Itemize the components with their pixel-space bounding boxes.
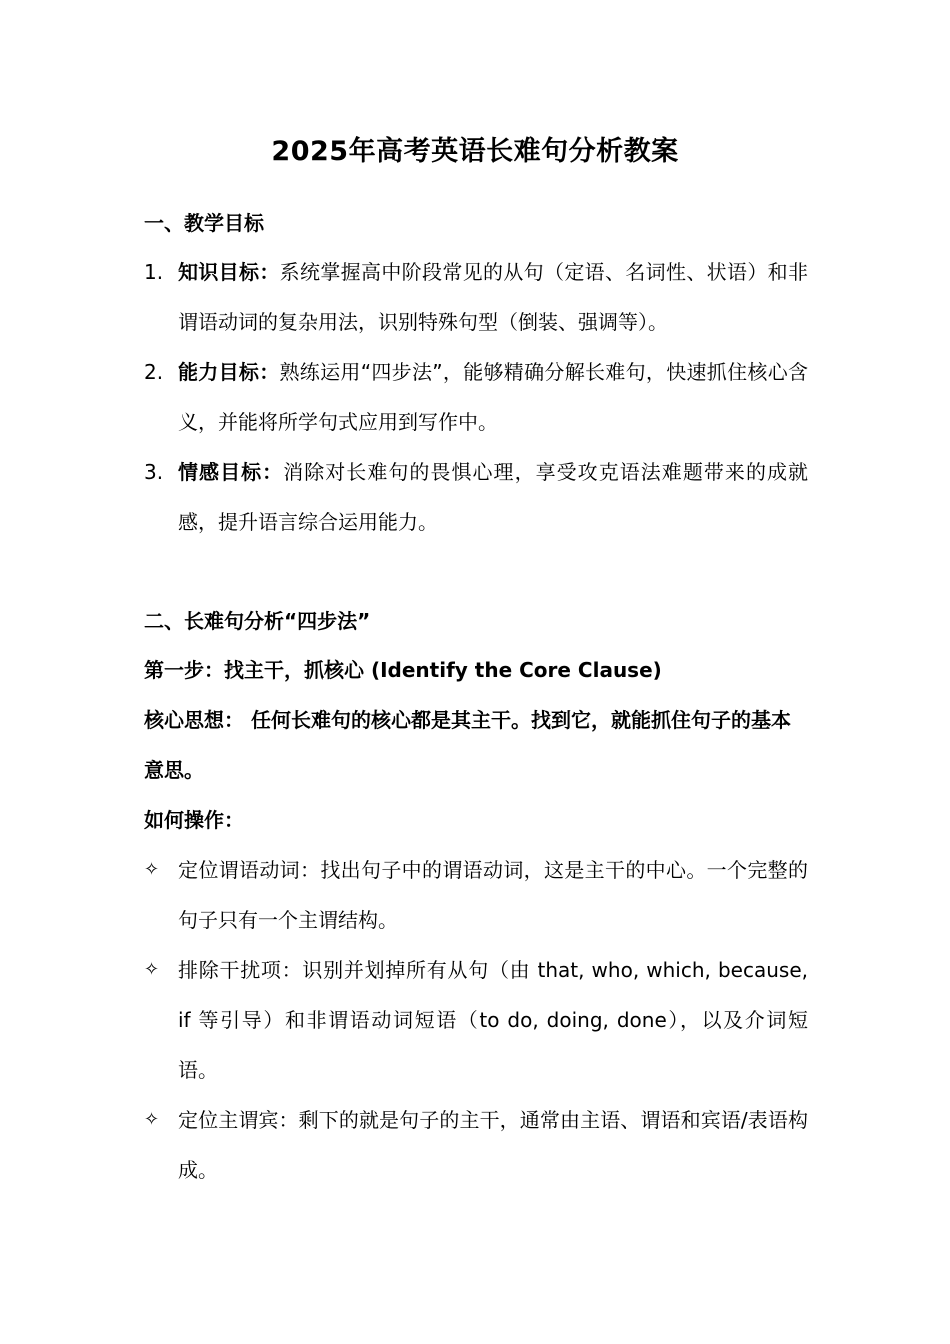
list-item	[144, 447, 808, 547]
list-item	[144, 247, 808, 347]
core-idea-label: 核心思想：	[144, 708, 244, 732]
list-item-body: 系统掌握高中阶段常见的从句（定语、名词性、状语）和非谓语动词的复杂用法，识别特殊句型（倒装、强调等）。	[178, 260, 809, 334]
list-item-label: 情感目标：	[178, 460, 284, 484]
bullet-text: 定位谓语动词：找出句子中的谓语动词，这是主干的中心。一个完整的句子只有一个主谓结构。	[178, 858, 808, 932]
step1-heading: 第一步：找主干，抓核心 (Identify the Core Clause)	[144, 658, 662, 682]
list-number: 1.	[144, 260, 164, 284]
list-number: 2.	[144, 360, 164, 384]
sparkle-bullet-icon: ✧	[144, 959, 160, 980]
list-item	[144, 945, 808, 1095]
how-to-heading: 如何操作：	[144, 808, 244, 832]
list-item-text	[178, 347, 808, 447]
list-item-label: 能力目标：	[178, 360, 280, 384]
list-item-text	[178, 247, 808, 347]
list-item	[144, 845, 808, 945]
list-item	[144, 347, 808, 447]
sparkle-bullet-icon: ✧	[144, 1109, 160, 1130]
bullet-text: 排除干扰项：识别并划掉所有从句（由 that, who, which, because, if 等引导）和非谓语动词短语（to do, doing, done），以及介词短语。	[178, 958, 808, 1082]
list-item-body: 熟练运用“四步法”，能够精确分解长难句，快速抓住核心含义，并能将所学句式应用到写作中。	[178, 360, 808, 434]
sparkle-bullet-icon: ✧	[144, 859, 160, 880]
core-idea-text: 任何长难句的核心都是其主干。找到它，就能抓住句子的基本意思。	[144, 708, 791, 782]
section-heading-teaching-goals: 一、教学目标	[144, 211, 264, 235]
document-title: 2025年高考英语长难句分析教案	[271, 136, 679, 167]
section-heading-four-steps: 二、长难句分析“四步法”	[144, 609, 371, 633]
core-idea-paragraph	[144, 695, 808, 795]
bullet-text: 定位主谓宾：剩下的就是句子的主干，通常由主语、谓语和宾语/表语构成。	[178, 1108, 808, 1182]
list-item	[144, 1095, 808, 1195]
list-item-label: 知识目标：	[178, 260, 280, 284]
list-number: 3.	[144, 460, 164, 484]
list-item-body: 消除对长难句的畏惧心理，享受攻克语法难题带来的成就感，提升语言综合运用能力。	[178, 460, 809, 534]
list-item-text	[178, 447, 808, 547]
